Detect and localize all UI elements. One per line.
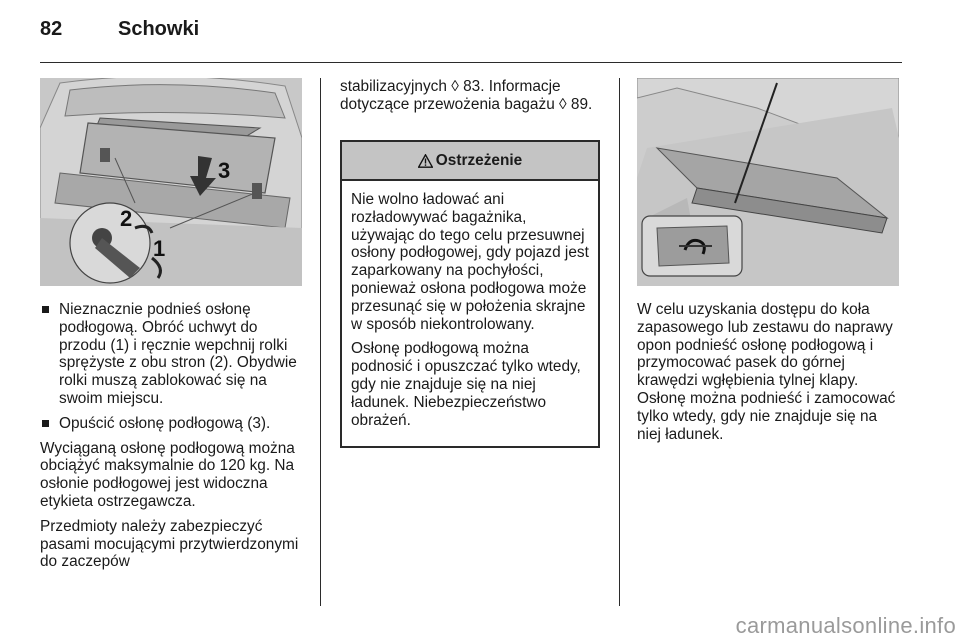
bullet-item [40, 415, 302, 433]
left-column-text [40, 301, 302, 578]
warning-title: Ostrzeżenie [435, 151, 523, 169]
callout-3: 3 [218, 158, 231, 183]
watermark: carmanualsonline.info [735, 613, 956, 638]
paragraph-spare-wheel-access: W celu uzyskania dostępu do koła zapasowego lub zestawu do naprawy opon podnieść osłonę podłogową i przymocować pasek do górnej krawędzi wgłębienia tylnej klapy. Osłonę można podnieść i zamocować tylko wtedy, gdy nie znajduje się na niej ładunek. [637, 301, 896, 443]
right-column-text [637, 301, 903, 450]
header-rule [40, 62, 902, 63]
column-divider-1 [320, 78, 321, 606]
paragraph-load-limit: Wyciąganą osłonę podłogową można obciążyć maksymalnie do 120 kg. Na osłonie podłogowej jest widoczna etykieta ostrzegawcza. [40, 439, 295, 510]
warning-box [340, 140, 600, 448]
column-divider-2 [619, 78, 620, 606]
bullet-text: Opuścić osłonę podłogową (3). [59, 414, 271, 432]
warning-body [342, 181, 598, 429]
page-header [40, 18, 199, 41]
middle-column-intro [340, 78, 602, 121]
illustration-floor-cover-lowering [40, 78, 302, 286]
section-title: Schowki [118, 18, 200, 40]
warning-header [342, 142, 598, 181]
callout-1: 1 [153, 236, 166, 261]
bullet-marker [42, 420, 49, 427]
bullet-text: Nieznacznie podnieś osłonę podłogową. Obróć uchwyt do przodu (1) i ręcznie wepchnij rolki sprężyste z obu stron (2). Obydwie rolki muszą zablokować się na swoim miejscu. [59, 301, 297, 407]
warning-paragraph: Osłonę podłogową można podnosić i opuszczać tylko wtedy, gdy nie znajduje się na niej ładunek. Niebezpieczeństwo obrażeń. [351, 340, 581, 429]
trunk-drawing [40, 78, 302, 286]
bullet-item [40, 301, 302, 408]
warning-triangle-icon [418, 154, 433, 168]
cross-reference-text: stabilizacyjnych ◊ 83. Informacje dotyczące przewożenia bagażu ◊ 89. [340, 78, 593, 113]
paragraph-secure-items: Przedmioty należy zabezpieczyć pasami mocującymi przytwierdzonymi do zaczepów [40, 517, 299, 571]
trunk-raised-drawing [637, 78, 899, 286]
illustration-floor-cover-raised [637, 78, 899, 286]
bullet-marker [42, 306, 49, 313]
callout-2: 2 [120, 206, 133, 231]
page-number: 82 [40, 18, 63, 40]
warning-paragraph: Nie wolno ładować ani rozładowywać bagażnika, używając do tego celu przesuwnej osłony podłogowej, gdy pojazd jest zaparkowany na pochyłości, ponieważ osłona podłogowa może przesunąć się w położenia skrajne w sposób niekontrolowany. [351, 191, 589, 333]
